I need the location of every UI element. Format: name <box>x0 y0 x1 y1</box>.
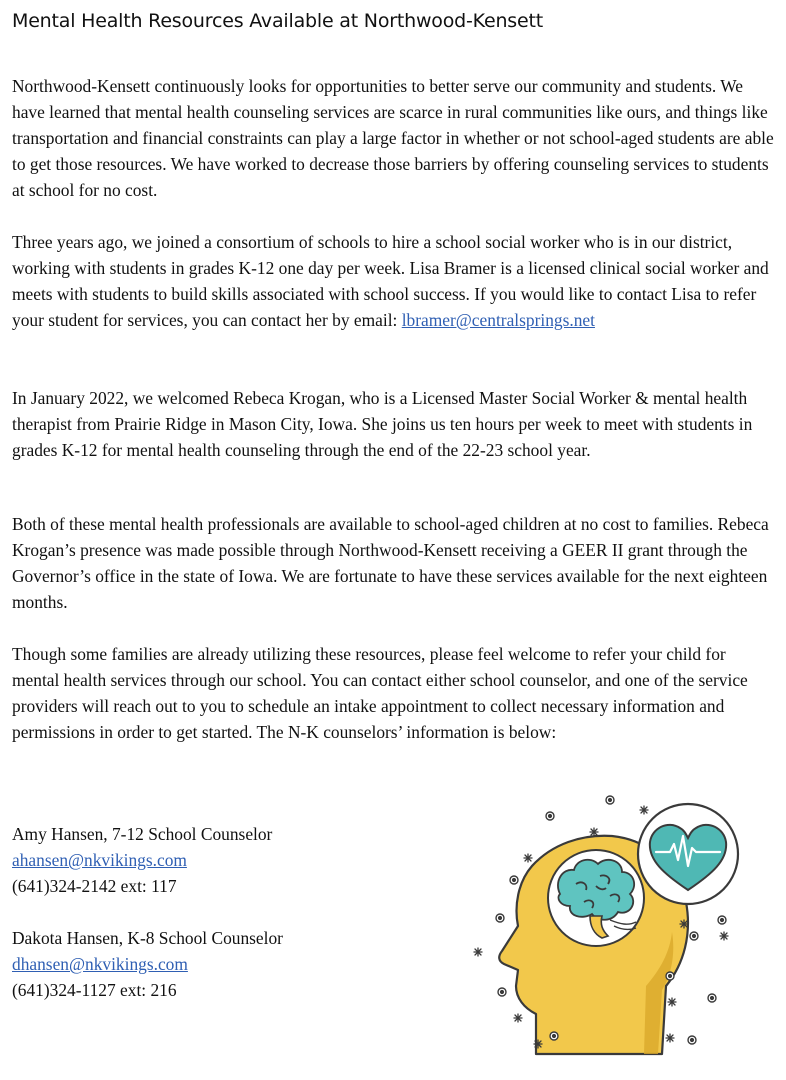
mental-health-head-icon <box>466 786 756 1058</box>
page-title: Mental Health Resources Available at Northwood-Kensett <box>12 10 543 32</box>
paragraph-social-worker-text: Three years ago, we joined a consortium of schools to hire a school social worker who is in our district, working with students in grades K-12 one day per week. Lisa Bramer is a licensed clinical social worker and meets with students to build skills associated with school success. If you would like to contact Lisa to refer your student for services, you can contact her by email: <box>12 232 769 330</box>
contact-email-link[interactable]: dhansen@nkvikings.com <box>12 954 188 974</box>
lisa-email-link[interactable]: lbramer@centralsprings.net <box>401 310 595 330</box>
contact-phone: (641)324-1127 ext: 216 <box>12 980 177 1000</box>
paragraph-no-cost: Both of these mental health professionals are available to school-aged children at no cost to families. Rebeca Krogan’s presence was made possible through Northwood-Kensett receiving a GEER II grant through the Governor’s office in the state of Iowa. We are fortunate to have these services available for the next eighteen months. <box>12 514 769 612</box>
paragraph-therapist: In January 2022, we welcomed Rebeca Krogan, who is a Licensed Master Social Worker & mental health therapist from Prairie Ridge in Mason City, Iowa. She joins us ten hours per week to meet with students in grades K-12 for mental health counseling through the end of the 22-23 school year. <box>12 388 753 460</box>
contact-phone: (641)324-2142 ext: 117 <box>12 876 177 896</box>
contact-email-link[interactable]: ahansen@nkvikings.com <box>12 850 187 870</box>
paragraph-referral: Though some families are already utilizing these resources, please feel welcome to refer your child for mental health services through our school. You can contact either school counselor, and one of the service providers will reach out to you to schedule an intake appointment to collect necessary information and permissions in order to get started. The N-K counselors’ information is below: <box>12 644 748 742</box>
contact-name-role: Dakota Hansen, K-8 School Counselor <box>12 928 283 948</box>
paragraph-intro: Northwood-Kensett continuously looks for opportunities to better serve our community and students. We have learned that mental health counseling services are scarce in rural communities like ours, and things like transportation and financial constraints can play a large factor in whether or not school-aged students are able to get those resources. We have worked to decrease those barriers by offering counseling services to students at school for no cost. <box>12 76 774 200</box>
paragraph-social-worker <box>12 229 774 333</box>
contact-card-dakota <box>12 925 283 1003</box>
contact-name-role: Amy Hansen, 7-12 School Counselor <box>12 824 273 844</box>
contact-card-amy <box>12 821 272 899</box>
